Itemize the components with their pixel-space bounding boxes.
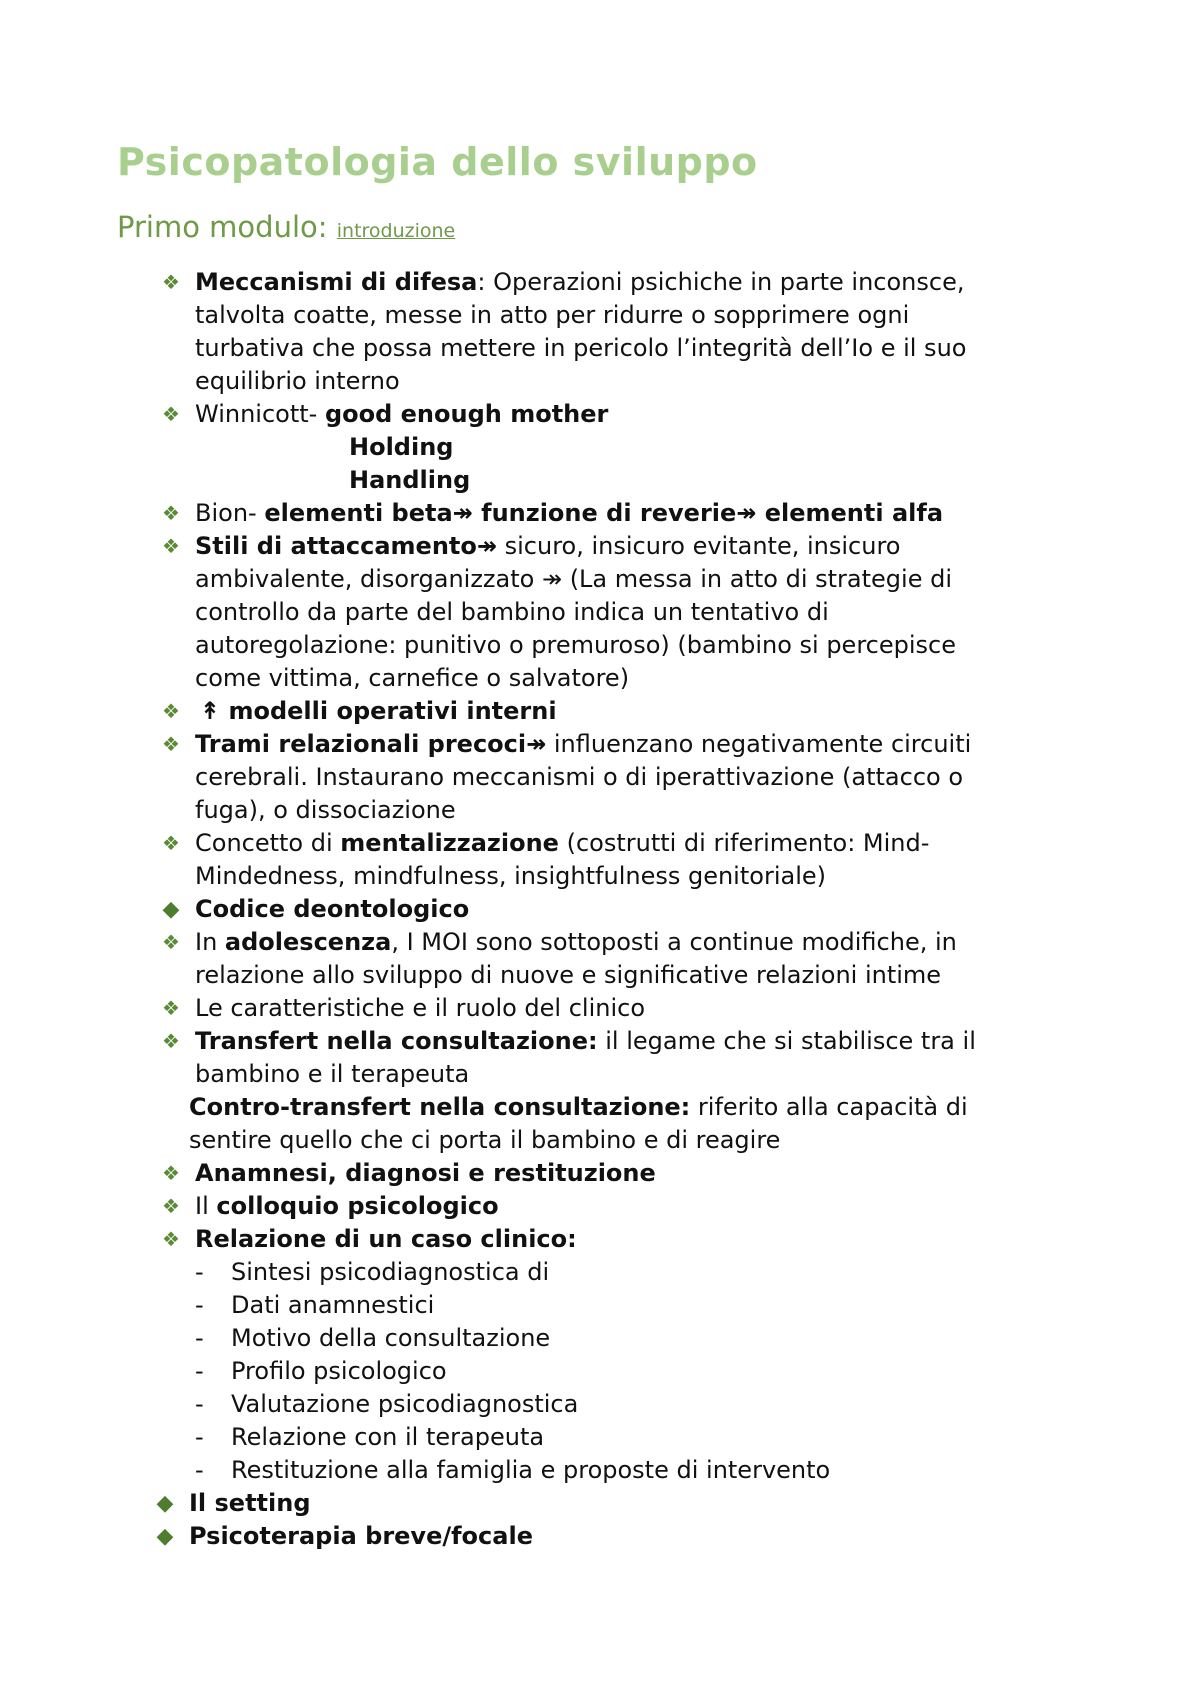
dash-bullet: - [195,1324,204,1352]
bullet-icon: ❖ [162,270,180,294]
bullet-icon: ❖ [162,930,180,954]
bullet-icon: ❖ [162,501,180,525]
bullet-icon: ❖ [162,534,180,558]
bullet-icon: ❖ [162,732,180,756]
bullet-icon: ❖ [162,1161,180,1185]
introduzione-link[interactable]: introduzione [336,220,456,242]
dash-bullet: - [195,1456,204,1484]
dash-bullet: - [195,1291,204,1319]
module-label: Primo modulo: [117,210,328,244]
diamond-bullet-icon: ◆ [156,1524,174,1549]
bullet-icon: ❖ [162,699,180,723]
bullet-icon: ❖ [162,402,180,426]
bullet-icon: ❖ [162,1194,180,1218]
bullet-icon: ❖ [162,1227,180,1251]
diamond-bullet-icon: ◆ [162,897,180,922]
dash-bullet: - [195,1390,204,1418]
page-title: Psicopatologia dello sviluppo [117,140,758,184]
document-page: Psicopatologia dello sviluppo Primo modulo: introduzione ❖ Meccanismi di difesa: Operazioni psichiche in parte inconsce, talvolta coatte, messe in atto per ridurre o sopprimere ogni turbativa che possa mettere in pericolo l’integrità dell’Io e il suo equilibrio interno ❖ Winnicott- good enough mother Holding Handling ❖ Bion- elementi beta↠ funzione di reverie↠ elementi alfa ❖ Stili di attaccamento↠ sicuro, insicuro evitante, insicuro ambivalente, disorganizzato ↠ (La messa in atto di strategie di controllo da parte del bambino indica un tentativo di autoregolazione: punitivo o premuroso) (bambino si percepisce come vittima, carnefice o salvatore) ❖ ↟ modelli operativi interni ❖ Trami relazionali precoci↠ influenzano negativamente circuiti cerebrali. Instaurano meccanismi o di iperattivazione (attacco o fuga), o dissociazione ❖ Concetto di mentalizzazione (costrutti di riferimento: Mind- Mindedness, mindfulness, insightfulness genitoriale) ◆ Codice deontologico ❖ In adolescenza, I MOI sono sottoposti a continue modifiche, in relazione allo sviluppo di nuove e significative relazioni intime ❖ Le caratteristiche e il ruolo del clinico ❖ Transfert nella consultazione: il legame che si stabilisce tra il bambino e il terapeuta Contro-transfert nella consultazione: riferito alla capacità di sentire quello che ci porta il bambino e di reagire ❖ Anamnesi, diagnosi e restituzione ❖ Il colloquio psicologico ❖ Relazione di un caso clinico: - Sintesi psicodiagnostica di - Dati anamnestici - Motivo della consultazione - Profilo psicologico - Valutazione psicodiagnostica - Relazione con il terapeuta - Restituzione alla famiglia e proposte di intervento ◆ Il setting ◆ Psicoterapia breve/focale [0,0,1200,1696]
diamond-bullet-icon: ◆ [156,1491,174,1516]
bullet-icon: ❖ [162,1029,180,1053]
dash-bullet: - [195,1357,204,1385]
dash-bullet: - [195,1423,204,1451]
bullet-icon: ❖ [162,996,180,1020]
module-heading [117,210,455,244]
dash-bullet: - [195,1258,204,1286]
bullet-icon: ❖ [162,831,180,855]
